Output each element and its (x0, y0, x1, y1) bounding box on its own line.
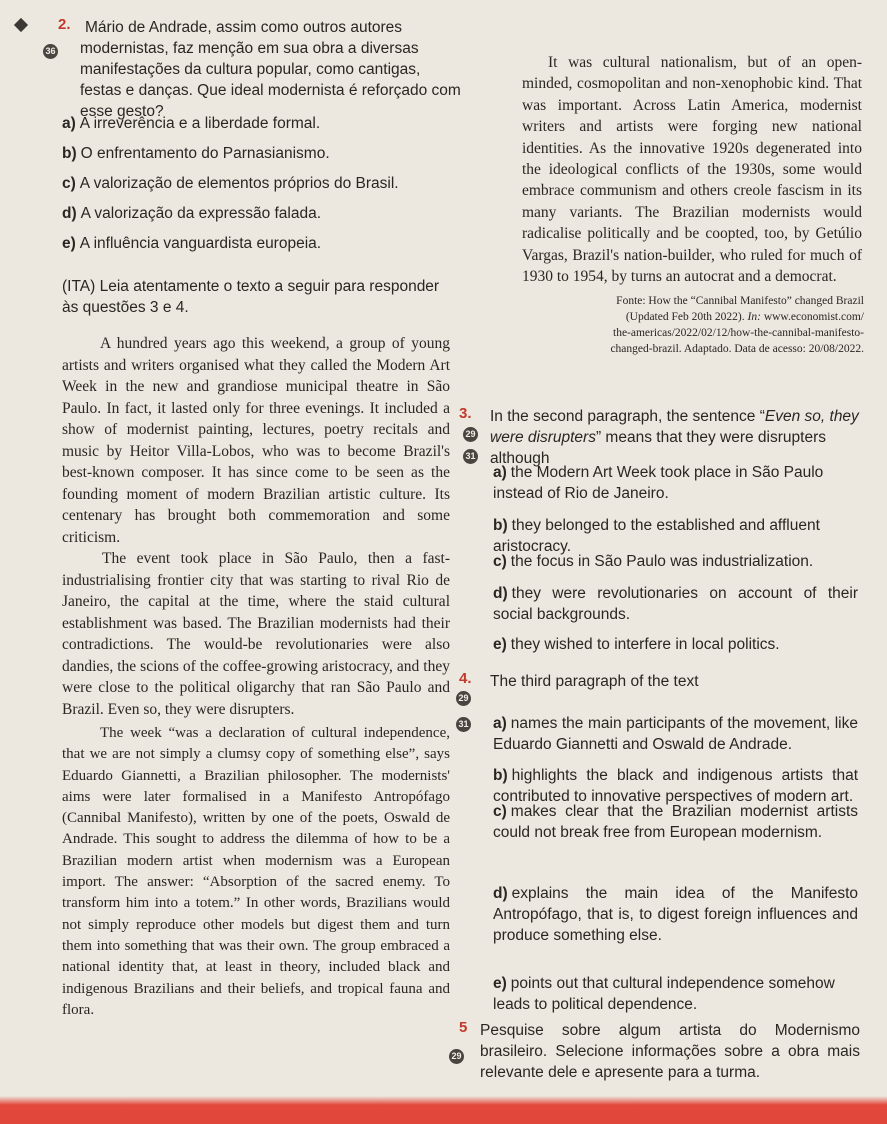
question-4-option-c[interactable] (493, 801, 858, 843)
source-line-3: the-americas/2022/02/12/how-the-cannibal-manifesto- (613, 327, 864, 339)
question-2-option-e[interactable] (62, 233, 462, 254)
question-5-number: 5 (459, 1019, 468, 1036)
option-letter: d) (62, 205, 77, 222)
question-4-number: 4. (459, 670, 472, 687)
question-3-option-c[interactable] (493, 551, 858, 572)
option-letter: c) (62, 175, 76, 192)
option-letter: b) (493, 517, 508, 534)
article-paragraph-4: It was cultural nationalism, but of an open-minded, cosmopolitan and non-xenophobic kind. That was important. Across Latin America, modernist writers and artists were forging new national identities. As the innovative 1920s degenerated into the ideological conflicts of the 1930s, some would embrace communism and others creole fascism in its many variants. The Brazilian modernists would radicalise politically and be coopted, too, by Getúlio Vargas, Brazil's nation-builder, who ruled for much of 1930 to 1954, by turns an autocrat and a democrat. (522, 54, 862, 286)
question-3-option-d[interactable] (493, 583, 858, 625)
option-text: they belonged to the established and affluent aristocracy. (493, 517, 820, 555)
question-3-stem: In the second paragraph, the sentence “Even so, they were disrupters” means that they were disrupters although (490, 408, 859, 467)
source-in-label: In: (747, 311, 761, 323)
article-paragraph-2: The event took place in São Paulo, then a fast-industrialising frontier city that was starting to rival Rio de Janeiro, the capital at the time, where the staid cultural establishment was based. The Brazilian modernists had their contradictions. The would-be revolutionaries were also dandies, the scions of the coffee-growing aristocracy, and they were close to the political oligarchy that ran São Paulo and Brazil. Even so, they were disrupters. (62, 550, 450, 718)
option-letter: a) (493, 715, 507, 732)
article-left-column (62, 333, 450, 1021)
option-text: the Modern Art Week took place in São Paulo instead of Rio de Janeiro. (493, 464, 824, 502)
source-line-4: changed-brazil. Adaptado. Data de acesso: 20/08/2022. (610, 343, 864, 355)
article-paragraph-3: The week “was a declaration of cultural independence, that we are not simply a clumsy copy of something else”, says Eduardo Giannetti, a Brazilian philosopher. The modernists' aims were later formalised in a Manifesto Antropófago (Cannibal Manifesto), written by one of the poets, Oswald de Andrade. This sought to address the dilemma of how to be a Brazilian modern artist when modernism was a European import. The answer: “Absorption of the sacred enemy. To transform him into a totem.” In other words, Brazilians would not simply reproduce other models but digest them and turn them into something that was their own. The group embraced a national identity that, at least in theory, included black and indigenous Brazilians and their beliefs, and tropical fauna and flora. (62, 725, 450, 1018)
option-text: they were revolutionaries on account of their social backgrounds. (493, 585, 858, 623)
question-2-option-c[interactable] (62, 173, 462, 194)
question-3-option-a[interactable] (493, 462, 858, 504)
question-4-option-d[interactable] (493, 883, 858, 946)
option-letter: b) (62, 145, 77, 162)
question-4-stem: The third paragraph of the text (490, 673, 699, 690)
option-text: points out that cultural independence somehow leads to political dependence. (493, 975, 835, 1013)
option-letter: a) (62, 115, 76, 132)
question-5-skill-badge: 29 (449, 1049, 464, 1064)
question-4-option-e[interactable] (493, 973, 858, 1015)
option-letter: d) (493, 585, 508, 602)
question-2-skill-badge: 36 (43, 44, 58, 59)
option-text: they wished to interfere in local politics. (510, 636, 780, 653)
article-paragraph-1: A hundred years ago this weekend, a group of young artists and writers organised what they called the Modern Art Week in the new and grandiose municipal theatre in São Paulo. In fact, it lasted only for three evenings. It included a show of modernist painting, lectures, poetry recitals and music by Heitor Villa-Lobos, who was to become Brazil's best-known composer. It has since come to be seen as the founding moment of modern Brazilian artistic culture. Its centenary has brought both commemoration and some criticism. (62, 335, 450, 546)
source-line-2: (Updated Feb 20th 2022). In: www.economist.com/ (625, 311, 864, 323)
question-3-option-e[interactable] (493, 634, 858, 655)
option-text: names the main participants of the movement, like Eduardo Giannetti and Oswald de Andrade. (493, 715, 858, 753)
option-letter: b) (493, 767, 508, 784)
option-letter: c) (493, 803, 507, 820)
page-footer-bar (0, 1096, 887, 1124)
option-text: A irreverência e a liberdade formal. (79, 115, 321, 132)
question-4-option-a[interactable] (493, 713, 858, 755)
option-letter: c) (493, 553, 507, 570)
ita-intro: (ITA) Leia atentamente o texto a seguir para responder às questões 3 e 4. (62, 278, 440, 316)
option-text: the focus in São Paulo was industrialization. (510, 553, 814, 570)
option-text: highlights the black and indigenous artists that contributed to innovative perspectives of modern art. (493, 767, 858, 805)
option-text: makes clear that the Brazilian modernist artists could not break free from European modernism. (493, 803, 858, 841)
question-3-skill-badge-2: 31 (463, 449, 478, 464)
option-text: A valorização de elementos próprios do Brasil. (79, 175, 399, 192)
option-letter: d) (493, 885, 508, 902)
diamond-bullet-icon (14, 18, 28, 32)
question-2-option-b[interactable] (62, 143, 462, 164)
article-source (560, 293, 864, 357)
question-3-skill-badge-1: 29 (463, 427, 478, 442)
question-2-stem: Mário de Andrade, assim como outros autores modernistas, faz menção em sua obra a diversas manifestações da cultura popular, como cantigas, festas e danças. Que ideal modernista é reforçado com esse gesto? (80, 19, 461, 120)
source-line-1: Fonte: How the “Cannibal Manifesto” changed Brazil (616, 295, 864, 307)
question-4-skill-badge-2: 31 (456, 717, 471, 732)
question-3-number: 3. (459, 405, 472, 422)
option-text: A influência vanguardista europeia. (79, 235, 322, 252)
option-letter: e) (62, 235, 76, 252)
question-2-option-a[interactable] (62, 113, 462, 134)
option-text: A valorização da expressão falada. (80, 205, 322, 222)
question-2-option-d[interactable] (62, 203, 462, 224)
option-letter: e) (493, 636, 507, 653)
option-text: O enfrentamento do Parnasianismo. (80, 145, 330, 162)
question-2-number: 2. (58, 16, 71, 33)
option-letter: e) (493, 975, 507, 992)
question-4-skill-badge-1: 29 (456, 691, 471, 706)
option-letter: a) (493, 464, 507, 481)
option-text: explains the main idea of the Manifesto Antropófago, that is, to digest foreign influences and produce something else. (493, 885, 858, 944)
question-5-stem: Pesquise sobre algum artista do Modernismo brasileiro. Selecione informações sobre a obra mais relevante dele e apresente para a turma. (480, 1022, 860, 1081)
